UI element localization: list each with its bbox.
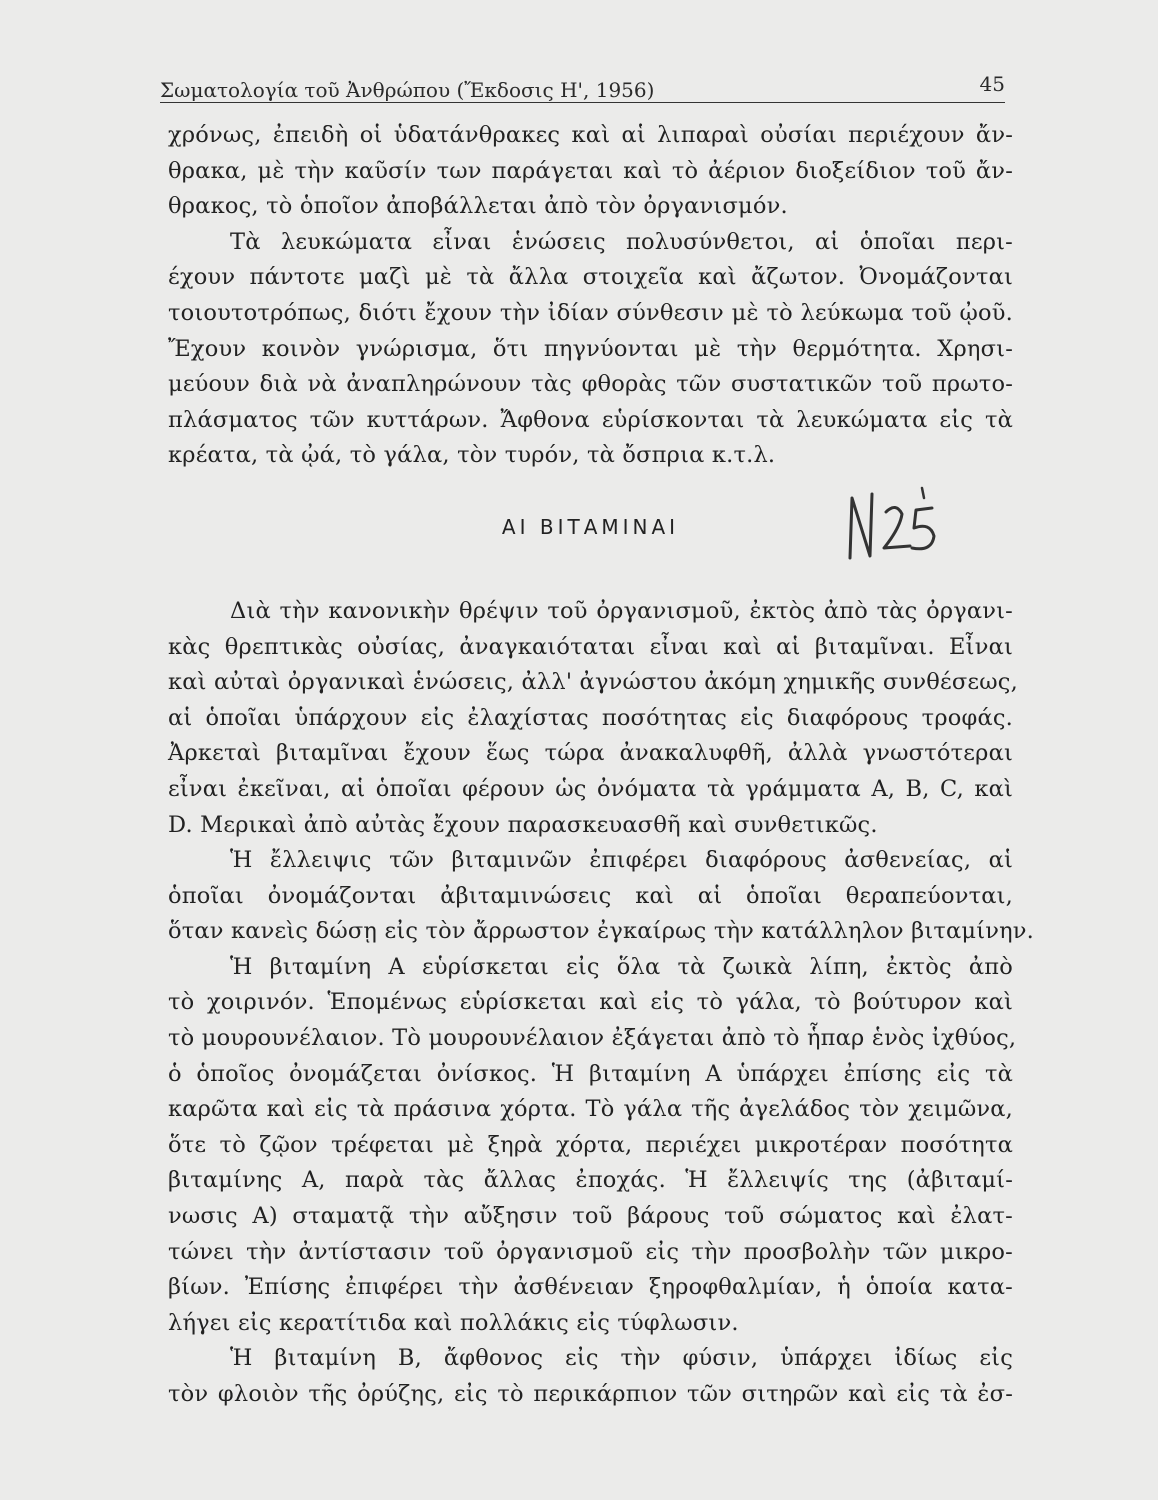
page-number: 45 bbox=[979, 72, 1005, 96]
body-text bbox=[168, 118, 1035, 1413]
section-heading-block bbox=[168, 496, 1013, 556]
text-line: κρέατα, τὰ ᾠά, τὸ γάλα, τὸν τυρόν, τὰ ὄσπρια κ.τ.λ. bbox=[168, 442, 776, 469]
paragraph-5 bbox=[168, 950, 1017, 1342]
text-line: ὅταν κανεὶς δώσῃ εἰς τὸν ἄρρωστον ἐγκαίρως τὴν κατάλληλον βιταμίνην. bbox=[168, 918, 1035, 945]
text-line: D. Μερικαὶ ἀπὸ αὐτὰς ἔχουν παρασκευασθῆ καὶ συνθετικῶς. bbox=[168, 811, 878, 838]
text-line: Ἡ βιταμίνη B, ἄφθονος εἰς τὴν φύσιν, ὑπάρχει ἰδίως εἰς bbox=[230, 1345, 1013, 1372]
text-line: ὁ ὁποῖος ὀνομάζεται ὀνίσκος. Ἡ βιταμίνη A ὑπάρχει ἐπίσης εἰς τὰ bbox=[168, 1060, 1013, 1087]
text-line: καὶ αὐταὶ ὀργανικαὶ ἑνώσεις, ἀλλ' ἀγνώστου ἀκόμη χημικῆς συνθέσεως, bbox=[168, 669, 1018, 696]
running-header bbox=[160, 70, 1005, 103]
text-line: τοιουτοτρόπως, διότι ἔχουν τὴν ἰδίαν σύνθεσιν μὲ τὸ λεύκωμα τοῦ ᾠοῦ. bbox=[168, 299, 1013, 326]
paragraph-2 bbox=[168, 225, 1013, 474]
text-line: αἱ ὁποῖαι ὑπάρχουν εἰς ἐλαχίστας ποσότητας εἰς διαφόρους τροφάς. bbox=[168, 704, 1013, 731]
text-line: κὰς θρεπτικὰς οὐσίας, ἀναγκαιόταται εἶναι καὶ αἱ βιταμῖναι. Εἶναι bbox=[168, 633, 1013, 660]
paragraph-1 bbox=[168, 118, 1013, 225]
text-line: Ἔχουν κοινὸν γνώρισμα, ὅτι πηγνύονται μὲ τὴν θερμότητα. Χρησι- bbox=[168, 335, 1013, 362]
text-line: λήγει εἰς κερατίτιδα καὶ πολλάκις εἰς τύφλωσιν. bbox=[168, 1309, 739, 1336]
text-line: θρακος, τὸ ὁποῖον ἀποβάλλεται ἀπὸ τὸν ὀργανισμόν. bbox=[168, 193, 788, 220]
text-line: Διὰ τὴν κανονικὴν θρέψιν τοῦ ὀργανισμοῦ, ἐκτὸς ἀπὸ τὰς ὀργανι- bbox=[230, 597, 1013, 624]
text-line: Ἡ ἔλλειψις τῶν βιταμινῶν ἐπιφέρει διαφόρους ἀσθενείας, αἱ bbox=[230, 847, 1013, 874]
text-line: μεύουν διὰ νὰ ἀναπληρώνουν τὰς φθορὰς τῶν συστατικῶν τοῦ πρωτο- bbox=[168, 371, 1013, 398]
text-line: έχουν πάντοτε μαζὶ μὲ τὰ ἄλλα στοιχεῖα καὶ ἄζωτον. Ὀνομάζονται bbox=[168, 264, 1013, 291]
header-title: Σωματολογία τοῦ Ἀνθρώπου (Ἔκδοσις Η', 1956) bbox=[160, 78, 655, 102]
text-line: τώνει τὴν ἀντίστασιν τοῦ ὀργανισμοῦ εἰς τὴν προσβολὴν τῶν μικρο- bbox=[168, 1238, 1013, 1265]
text-line: βίων. Ἐπίσης ἐπιφέρει τὴν ἀσθένειαν ξηροφθαλμίαν, ἡ ὁποία κατα- bbox=[168, 1274, 1013, 1301]
text-line: εἶναι ἐκεῖναι, αἱ ὁποῖαι φέρουν ὡς ὀνόματα τὰ γράμματα A, B, C, καὶ bbox=[168, 775, 1013, 802]
text-line: ὁποῖαι ὀνομάζονται ἀβιταμινώσεις καὶ αἱ ὁποῖαι θεραπεύονται, bbox=[168, 882, 1013, 909]
section-heading: ΑΙ ΒΙΤΑΜΙΝΑΙ bbox=[501, 514, 680, 539]
text-line: Ἡ βιταμίνη A εὑρίσκεται εἰς ὅλα τὰ ζωικὰ λίπη, ἐκτὸς ἀπὸ bbox=[230, 953, 1013, 980]
text-line: ὅτε τὸ ζῷον τρέφεται μὲ ξηρὰ χόρτα, περιέχει μικροτέραν ποσότητα bbox=[168, 1131, 1013, 1158]
handwritten-note-mark bbox=[840, 486, 960, 566]
text-line: βιταμίνης A, παρὰ τὰς ἄλλας ἐποχάς. Ἡ ἔλλειψίς της (ἀβιταμί- bbox=[168, 1167, 1013, 1194]
paragraph-3 bbox=[168, 594, 1018, 843]
text-line: τὸ χοιρινόν. Ἑπομένως εὑρίσκεται καὶ εἰς τὸ γάλα, τὸ βούτυρον καὶ bbox=[168, 989, 1013, 1016]
text-line: θρακα, μὲ τὴν καῦσίν των παράγεται καὶ τὸ ἀέριον διοξείδιον τοῦ ἄν- bbox=[168, 157, 1013, 184]
text-line: Τὰ λευκώματα εἶναι ἑνώσεις πολυσύνθετοι, αἱ ὁποῖαι περι- bbox=[230, 228, 1013, 255]
text-line: τὸν φλοιὸν τῆς ὀρύζης, εἰς τὸ περικάρπιον τῶν σιτηρῶν καὶ εἰς τὰ ἐσ- bbox=[168, 1381, 1013, 1407]
text-line: πλάσματος τῶν κυττάρων. Ἄφθονα εὑρίσκονται τὰ λευκώματα εἰς τὰ bbox=[168, 406, 1013, 433]
text-line: νωσις A) σταματᾷ τὴν αὔξησιν τοῦ βάρους τοῦ σώματος καὶ ἐλατ- bbox=[168, 1203, 1013, 1230]
text-line: Ἀρκεταὶ βιταμῖναι ἔχουν ἕως τώρα ἀνακαλυφθῆ, ἀλλὰ γνωστότεραι bbox=[168, 740, 1013, 767]
paragraph-4 bbox=[168, 843, 1035, 950]
text-line: χρόνως, ἐπειδὴ οἱ ὑδατάνθρακες καὶ αἱ λιπαραὶ οὐσίαι περιέχουν ἄν- bbox=[168, 122, 1013, 148]
text-line: καρῶτα καὶ εἰς τὰ πράσινα χόρτα. Τὸ γάλα τῆς ἀγελάδος τὸν χειμῶνα, bbox=[168, 1096, 1013, 1123]
text-line: τὸ μουρουνέλαιον. Τὸ μουρουνέλαιον ἐξάγεται ἀπὸ τὸ ἧπαρ ἑνὸς ἰχθύος, bbox=[168, 1025, 1017, 1052]
paragraph-6 bbox=[168, 1341, 1013, 1412]
